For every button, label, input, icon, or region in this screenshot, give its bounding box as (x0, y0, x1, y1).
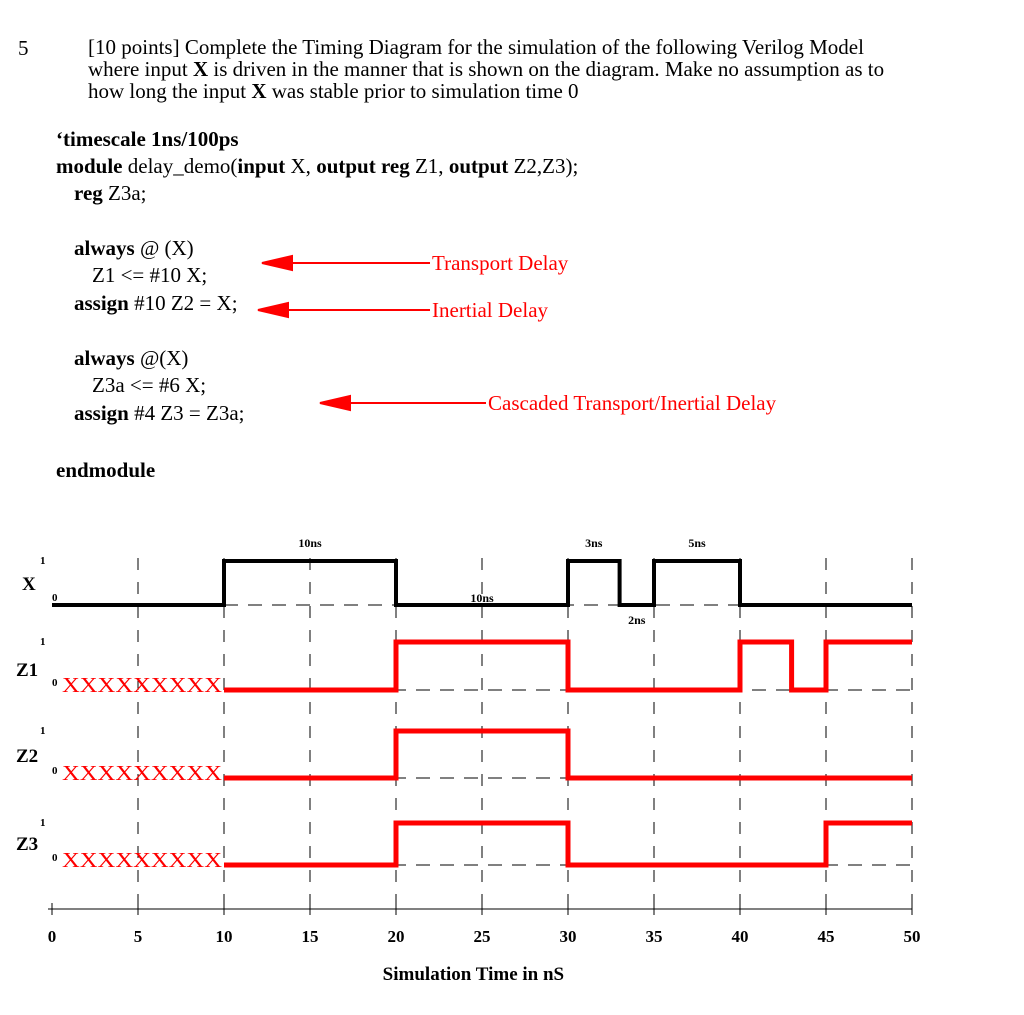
tick-label-10: 10 (215, 927, 233, 946)
duration-10ns-low: 10ns (470, 591, 494, 605)
code-endmodule: endmodule (56, 458, 156, 482)
duration-3ns: 3ns (585, 536, 603, 550)
question-number: 5 (18, 36, 29, 60)
code-module-line: module delay_demo(input X, output reg Z1, output Z2,Z3); (56, 154, 579, 178)
tick-label-25: 25 (473, 927, 491, 946)
signal-name-z3: Z3 (16, 834, 39, 855)
tick-label-30: 30 (559, 927, 577, 946)
tick-label-35: 35 (645, 927, 663, 946)
z1-waveform (224, 642, 912, 690)
duration-5ns: 5ns (688, 536, 706, 550)
code-z1-line: Z1 <= #10 X; (92, 263, 208, 287)
unknown-mark-3: XXXXXXXXX (62, 848, 222, 872)
tick-label-15: 15 (301, 927, 319, 946)
annotation-arrows (0, 0, 1024, 500)
tick-label-40: 40 (731, 927, 749, 946)
level-high-label: 1 (40, 636, 46, 648)
code-timescale: ‘timescale 1ns/100ps (56, 127, 239, 151)
question-line-2: where input X is driven in the manner that is shown on the diagram. Make no assumption as to (88, 57, 885, 81)
duration-10ns-high: 10ns (298, 536, 322, 550)
question-line-3: how long the input X was stable prior to simulation time 0 (88, 79, 579, 103)
time-axis (48, 903, 921, 985)
transport-arrow-head (262, 256, 292, 270)
z2-waveform (224, 731, 912, 778)
code-reg-line: reg Z3a; (74, 181, 147, 205)
cascaded-delay-label: Cascaded Transport/Inertial Delay (488, 391, 777, 415)
inertial-arrow-head (258, 303, 288, 317)
x-axis-title: Simulation Time in nS (382, 964, 565, 985)
level-high-label: 1 (40, 555, 46, 567)
level-low-label: 0 (52, 592, 58, 604)
tick-label-5: 5 (133, 927, 143, 946)
unknown-mark-2: XXXXXXXXX (62, 761, 222, 785)
code-assign1-line: assign #10 Z2 = X; (74, 291, 238, 315)
signal-labels (16, 536, 706, 864)
level-high-label: 1 (40, 817, 46, 829)
signal-name-z2: Z2 (16, 746, 39, 767)
transport-delay-label: Transport Delay (432, 251, 569, 275)
code-always1-line: always @ (X) (74, 236, 194, 260)
signal-name-z1: Z1 (16, 660, 39, 681)
tick-label-45: 45 (817, 927, 835, 946)
question-line-1: [10 points] Complete the Timing Diagram for the simulation of the following Verilog Model (88, 35, 864, 59)
code-z3a-line: Z3a <= #6 X; (92, 373, 207, 397)
time-gridlines (138, 558, 912, 912)
tick-label-50: 50 (903, 927, 921, 946)
level-high-label: 1 (40, 725, 46, 737)
duration-2ns: 2ns (628, 613, 646, 627)
tick-label-0: 0 (47, 927, 57, 946)
level-low-label: 0 (52, 765, 58, 777)
code-always2-line: always @(X) (74, 346, 189, 370)
timing-diagram (0, 520, 1024, 1010)
inertial-delay-label: Inertial Delay (432, 298, 549, 322)
unknown-mark-1: XXXXXXXXX (62, 673, 222, 697)
tick-label-20: 20 (387, 927, 405, 946)
signal-name-x: X (22, 574, 36, 595)
cascaded-arrow-head (320, 396, 350, 410)
z3-waveform (224, 823, 912, 865)
code-assign2-line: assign #4 Z3 = Z3a; (74, 401, 245, 425)
level-low-label: 0 (52, 852, 58, 864)
level-low-label: 0 (52, 677, 58, 689)
